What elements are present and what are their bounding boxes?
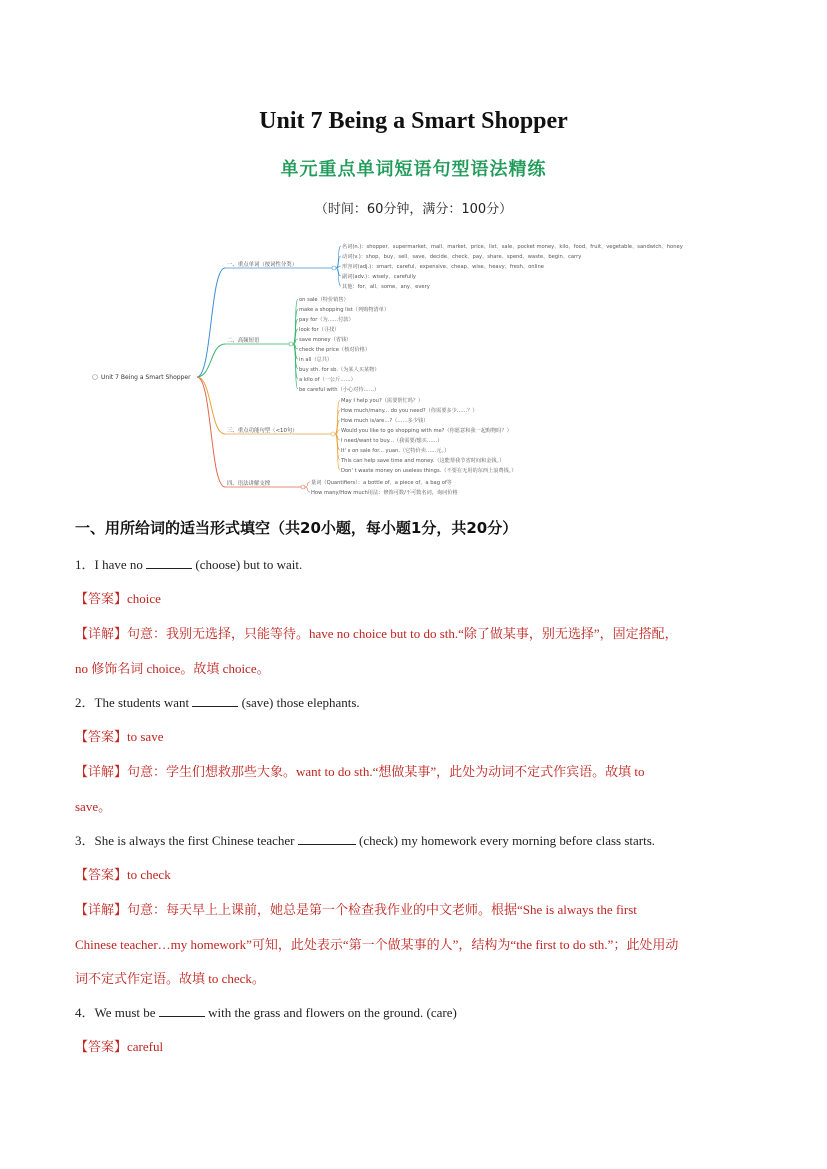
mindmap-item: pay for（为……付款） [299, 316, 354, 323]
mindmap-item: check the price（核对价格） [299, 346, 371, 353]
mindmap-item: Don' t waste money on useless things.（不要在无用的东西上浪费钱。） [341, 467, 517, 474]
detail-text: Chinese teacher…my homework”可知，此处表示“第一个做某事的人”，结构为“the first to do sth.”；此处用动 [75, 937, 679, 952]
answer-blank[interactable] [298, 832, 356, 845]
answer-line [75, 720, 755, 755]
mindmap-item: make a shopping list（列购物清单） [299, 306, 390, 313]
question-text: with the grass and flowers on the ground. (care) [204, 1005, 457, 1020]
mindmap-node-icon [331, 432, 335, 436]
mindmap-item: How many/How much用法：修饰可数/不可数名词，询问价格 [311, 489, 458, 496]
mindmap-item: May I help you?（需要帮忙吗？） [341, 397, 424, 404]
mindmap-item: 量词（Quantifiers）：a bottle of、a piece of、a bag of等 [311, 479, 452, 486]
mindmap-node-icon [289, 342, 293, 346]
question-list [75, 548, 755, 1065]
answer-line [75, 1030, 755, 1065]
question-line [75, 686, 755, 720]
question-number: 1． [75, 557, 95, 572]
detail-tag: 【详解】 [75, 765, 128, 780]
time-info: （时间：60分钟，满分：100分） [314, 202, 513, 217]
answer-value: careful [127, 1039, 164, 1054]
detail-text: save。 [75, 799, 112, 814]
detail-text: no 修饰名词 choice。故填 choice。 [75, 661, 270, 676]
mindmap-item-link [305, 487, 310, 492]
detail-line [75, 755, 755, 790]
mindmap-item: be careful with（小心对待……） [299, 386, 380, 393]
detail-text: 词不定式作定语。故填 to check。 [75, 971, 265, 986]
mindmap-item: It' s on sale for... yuan.（它特价卖……元。） [341, 447, 450, 454]
answer-blank[interactable] [159, 1004, 205, 1017]
answer-blank[interactable] [146, 556, 192, 569]
mindmap-branch-label: 一、重点单词（按词性分类） [227, 262, 298, 268]
question-line [75, 548, 755, 582]
question-number: 4． [75, 1005, 95, 1020]
mindmap-item: 名词(n.)：shopper、supermarket、mall、market、price、list、sale、pocket money、kilo、food、fruit、vegetable、sandwich、honey [342, 243, 683, 250]
question-text: The students want [94, 695, 193, 710]
detail-line [75, 928, 755, 962]
mindmap-branch-link [197, 344, 225, 377]
mindmap-item: How much/many... do you need?（你需要多少……？） [341, 407, 478, 414]
mindmap-item: buy sth. for sb.（为某人买某物） [299, 366, 380, 373]
mindmap-item: a kilo of（一公斤……） [299, 376, 356, 383]
mindmap-item: 副词(adv.)：wisely、carefully [342, 273, 416, 280]
mindmap-root: Unit 7 Being a Smart Shopper [101, 374, 191, 381]
detail-line [75, 617, 755, 652]
detail-line [75, 893, 755, 928]
detail-text: 句意：我别无选择，只能等待。have no choice but to do sth.“除了做某事，别无选择”，固定搭配， [127, 626, 678, 641]
mindmap-item-link [336, 246, 341, 268]
section-heading: 一、用所给词的适当形式填空（共20小题，每小题1分，共20分） [75, 519, 518, 537]
question-text: We must be [94, 1005, 159, 1020]
mindmap-branch-label: 三、重点功能句型（<10句） [227, 428, 298, 434]
mindmap-item: look for（寻找） [299, 326, 340, 333]
mind-map [85, 234, 745, 502]
mindmap-item: How much is/are...?（……多少钱） [341, 417, 429, 424]
mindmap-branch-label: 四、语法讲解支撑 [227, 481, 271, 487]
mindmap-node-icon [332, 266, 336, 270]
detail-text: 句意：学生们想救那些大象。want to do sth.“想做某事”，此处为动词不定式作宾语。故填 to [127, 764, 645, 779]
detail-line [75, 962, 755, 996]
answer-value: to save [127, 729, 164, 744]
answer-tag: 【答案】 [75, 730, 128, 745]
answer-line [75, 582, 755, 617]
mindmap-item-link [305, 482, 310, 487]
detail-tag: 【详解】 [75, 627, 128, 642]
mindmap-item-link [336, 266, 341, 268]
mindmap-item: on sale（特价销售） [299, 296, 349, 303]
root-node-icon [93, 375, 98, 380]
detail-line [75, 790, 755, 824]
answer-value: to check [127, 867, 171, 882]
question-text: I have no [94, 557, 147, 572]
mindmap-item: 其他：for、all、some、any、every [342, 283, 430, 290]
mindmap-item: save money（省钱） [299, 336, 352, 343]
detail-line [75, 652, 755, 686]
mindmap-node-icon [301, 485, 305, 489]
mindmap-item: in all（总共） [299, 356, 333, 363]
answer-value: choice [127, 591, 161, 606]
answer-tag: 【答案】 [75, 592, 128, 607]
question-text: She is always the first Chinese teacher [94, 833, 298, 848]
mindmap-item: This can help save time and money.（这能帮我节省时间和金钱。） [341, 457, 505, 464]
question-text: (check) my homework every morning before class starts. [355, 833, 656, 848]
page-title: Unit 7 Being a Smart Shopper [259, 108, 568, 134]
answer-line [75, 858, 755, 893]
exercise-section [75, 517, 755, 1065]
mindmap-item: 形容词(adj.)：smart、careful、expensive、cheap、wise、heavy、fresh、online [342, 263, 544, 270]
answer-blank[interactable] [192, 694, 238, 707]
mindmap-branch-link [197, 377, 225, 434]
mindmap-item: 动词(v.)：shop、buy、sell、save、decide、check、pay、share、spend、waste、begin、carry [342, 253, 582, 260]
mindmap-branch-label: 二、高频短语 [227, 338, 260, 344]
mindmap-item: I need/want to buy...（我需要/想买……） [341, 437, 443, 444]
question-line [75, 824, 755, 858]
question-line [75, 996, 755, 1030]
answer-tag: 【答案】 [75, 868, 128, 883]
question-text: (save) those elephants. [238, 695, 360, 710]
page-subtitle: 单元重点单词短语句型语法精练 [280, 159, 547, 180]
answer-tag: 【答案】 [75, 1040, 128, 1055]
detail-tag: 【详解】 [75, 903, 128, 918]
question-number: 3． [75, 833, 95, 848]
question-text: (choose) but to wait. [192, 557, 303, 572]
detail-text: 句意：每天早上上课前，她总是第一个检查我作业的中文老师。根据“She is always the first [127, 902, 637, 917]
mindmap-item: Would you like to go shopping with me?（你愿意和我一起购物吗？） [341, 427, 512, 434]
question-number: 2． [75, 695, 95, 710]
